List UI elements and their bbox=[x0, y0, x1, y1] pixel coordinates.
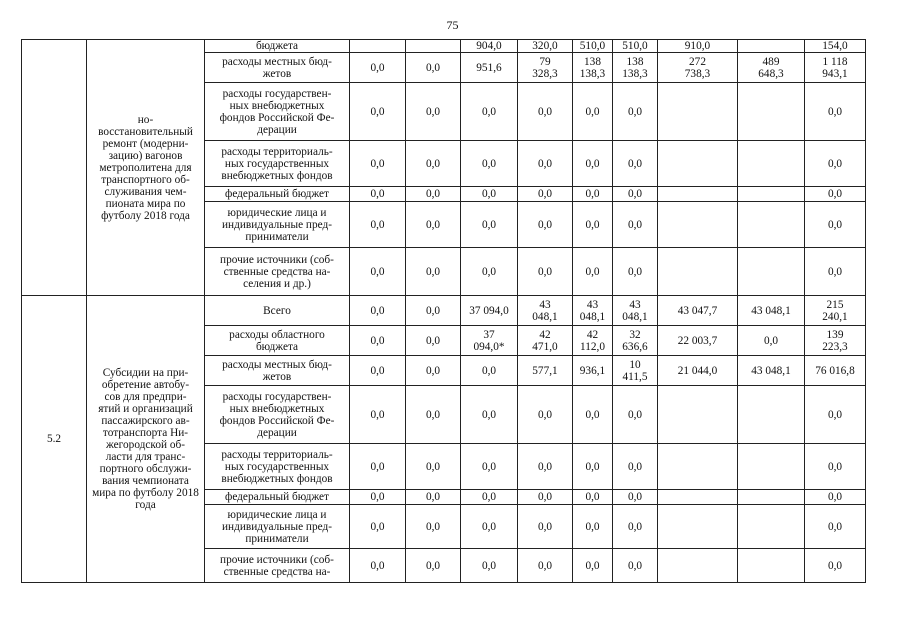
value-cell bbox=[738, 83, 805, 141]
value-cell bbox=[658, 248, 738, 296]
value-cell: 0,0 bbox=[406, 202, 461, 248]
value-cell: 0,0 bbox=[350, 490, 406, 505]
value-cell: 0,0 bbox=[350, 141, 406, 187]
value-cell bbox=[738, 490, 805, 505]
funding-source: бюджета bbox=[205, 40, 350, 53]
value-cell: 0,0 bbox=[805, 386, 866, 444]
value-cell: 0,0 bbox=[518, 141, 573, 187]
value-cell: 0,0 bbox=[350, 386, 406, 444]
value-cell: 22 003,7 bbox=[658, 326, 738, 356]
funding-source: расходы государствен- ных внебюджетных фондов Российской Фе- дерации bbox=[205, 386, 350, 444]
value-cell: 0,0 bbox=[518, 490, 573, 505]
value-cell: 0,0 bbox=[518, 386, 573, 444]
value-cell: 0,0 bbox=[350, 202, 406, 248]
value-cell bbox=[738, 40, 805, 53]
funding-source: прочие источники (соб- ственные средства на- селения и др.) bbox=[205, 248, 350, 296]
value-cell: 10 411,5 bbox=[613, 356, 658, 386]
value-cell: 510,0 bbox=[613, 40, 658, 53]
value-cell bbox=[658, 83, 738, 141]
value-cell bbox=[738, 549, 805, 583]
page-number: 75 bbox=[446, 18, 459, 32]
value-cell: 0,0 bbox=[518, 83, 573, 141]
value-cell: 0,0 bbox=[461, 444, 518, 490]
value-cell: 37 094,0 bbox=[461, 296, 518, 326]
funding-source: расходы государствен- ных внебюджетных фондов Российской Фе- дерации bbox=[205, 83, 350, 141]
value-cell: 0,0 bbox=[613, 248, 658, 296]
funding-source: расходы областного бюджета bbox=[205, 326, 350, 356]
value-cell: 0,0 bbox=[406, 326, 461, 356]
value-cell: 43 048,1 bbox=[738, 356, 805, 386]
value-cell: 0,0 bbox=[406, 356, 461, 386]
value-cell: 0,0 bbox=[350, 83, 406, 141]
value-cell: 0,0 bbox=[461, 202, 518, 248]
funding-source: расходы территориаль- ных государственных внебюджетных фондов bbox=[205, 444, 350, 490]
table-row bbox=[22, 40, 866, 53]
value-cell: 154,0 bbox=[805, 40, 866, 53]
value-cell: 0,0 bbox=[518, 187, 573, 202]
value-cell: 0,0 bbox=[350, 296, 406, 326]
value-cell: 215 240,1 bbox=[805, 296, 866, 326]
value-cell: 0,0 bbox=[573, 386, 613, 444]
value-cell: 0,0 bbox=[406, 505, 461, 549]
value-cell: 0,0 bbox=[461, 356, 518, 386]
value-cell bbox=[658, 386, 738, 444]
value-cell: 42 471,0 bbox=[518, 326, 573, 356]
value-cell: 0,0 bbox=[613, 444, 658, 490]
value-cell: 904,0 bbox=[461, 40, 518, 53]
value-cell: 1 118 943,1 bbox=[805, 53, 866, 83]
value-cell: 0,0 bbox=[461, 83, 518, 141]
value-cell: 138 138,3 bbox=[573, 53, 613, 83]
value-cell: 0,0 bbox=[805, 444, 866, 490]
value-cell: 37 094,0* bbox=[461, 326, 518, 356]
value-cell bbox=[658, 187, 738, 202]
value-cell: 43 048,1 bbox=[518, 296, 573, 326]
value-cell bbox=[738, 248, 805, 296]
value-cell: 0,0 bbox=[805, 505, 866, 549]
value-cell: 21 044,0 bbox=[658, 356, 738, 386]
value-cell: 0,0 bbox=[461, 549, 518, 583]
funding-source: федеральный бюджет bbox=[205, 187, 350, 202]
value-cell: 0,0 bbox=[613, 490, 658, 505]
value-cell: 138 138,3 bbox=[613, 53, 658, 83]
value-cell: 0,0 bbox=[613, 187, 658, 202]
value-cell: 0,0 bbox=[613, 202, 658, 248]
value-cell: 0,0 bbox=[518, 202, 573, 248]
value-cell: 139 223,3 bbox=[805, 326, 866, 356]
value-cell: 0,0 bbox=[805, 141, 866, 187]
value-cell: 0,0 bbox=[406, 444, 461, 490]
value-cell: 936,1 bbox=[573, 356, 613, 386]
value-cell: 0,0 bbox=[613, 386, 658, 444]
value-cell: 0,0 bbox=[406, 549, 461, 583]
value-cell: 43 048,1 bbox=[738, 296, 805, 326]
value-cell: 0,0 bbox=[350, 549, 406, 583]
value-cell bbox=[738, 141, 805, 187]
value-cell: 43 048,1 bbox=[573, 296, 613, 326]
value-cell: 0,0 bbox=[573, 444, 613, 490]
value-cell: 0,0 bbox=[461, 386, 518, 444]
value-cell: 0,0 bbox=[350, 444, 406, 490]
value-cell: 32 636,6 bbox=[613, 326, 658, 356]
value-cell: 0,0 bbox=[613, 141, 658, 187]
value-cell bbox=[738, 505, 805, 549]
value-cell: 0,0 bbox=[350, 248, 406, 296]
value-cell: 0,0 bbox=[613, 549, 658, 583]
funding-source: Всего bbox=[205, 296, 350, 326]
value-cell: 0,0 bbox=[350, 53, 406, 83]
value-cell: 272 738,3 bbox=[658, 53, 738, 83]
funding-source: расходы местных бюд- жетов bbox=[205, 53, 350, 83]
value-cell: 951,6 bbox=[461, 53, 518, 83]
value-cell bbox=[738, 444, 805, 490]
funding-source: расходы местных бюд- жетов bbox=[205, 356, 350, 386]
value-cell: 0,0 bbox=[573, 83, 613, 141]
value-cell: 0,0 bbox=[805, 83, 866, 141]
value-cell bbox=[658, 505, 738, 549]
value-cell: 320,0 bbox=[518, 40, 573, 53]
value-cell: 0,0 bbox=[518, 444, 573, 490]
value-cell: 510,0 bbox=[573, 40, 613, 53]
value-cell: 0,0 bbox=[461, 490, 518, 505]
funding-source: юридические лица и индивидуальные пред- приниматели bbox=[205, 202, 350, 248]
value-cell: 0,0 bbox=[613, 83, 658, 141]
value-cell bbox=[738, 386, 805, 444]
value-cell: 0,0 bbox=[406, 296, 461, 326]
value-cell bbox=[658, 444, 738, 490]
value-cell: 0,0 bbox=[350, 356, 406, 386]
value-cell: 0,0 bbox=[461, 141, 518, 187]
value-cell: 0,0 bbox=[406, 53, 461, 83]
funding-source: прочие источники (соб- ственные средства на- bbox=[205, 549, 350, 583]
funding-source: расходы территориаль- ных государственных внебюджетных фондов bbox=[205, 141, 350, 187]
value-cell bbox=[658, 549, 738, 583]
value-cell: 76 016,8 bbox=[805, 356, 866, 386]
value-cell: 0,0 bbox=[573, 248, 613, 296]
value-cell: 489 648,3 bbox=[738, 53, 805, 83]
value-cell: 0,0 bbox=[613, 505, 658, 549]
table-row bbox=[22, 296, 866, 326]
value-cell: 0,0 bbox=[406, 187, 461, 202]
value-cell: 0,0 bbox=[805, 549, 866, 583]
value-cell: 0,0 bbox=[805, 490, 866, 505]
value-cell: 43 047,7 bbox=[658, 296, 738, 326]
value-cell bbox=[350, 40, 406, 53]
section-description: Субсидии на при- обретение автобу- сов для предпри- ятий и организаций пассажирского ав- тотранспорта Ни- жегородской об- ласти для транс- портного обслужи- вания чемпионата мира по футболу 2018 года bbox=[87, 296, 205, 583]
value-cell: 42 112,0 bbox=[573, 326, 613, 356]
value-cell: 0,0 bbox=[350, 187, 406, 202]
value-cell: 0,0 bbox=[805, 248, 866, 296]
value-cell: 0,0 bbox=[350, 505, 406, 549]
value-cell bbox=[738, 202, 805, 248]
funding-source: федеральный бюджет bbox=[205, 490, 350, 505]
value-cell: 0,0 bbox=[518, 248, 573, 296]
value-cell: 0,0 bbox=[518, 505, 573, 549]
value-cell: 0,0 bbox=[406, 386, 461, 444]
value-cell: 0,0 bbox=[573, 490, 613, 505]
value-cell: 0,0 bbox=[406, 248, 461, 296]
value-cell: 0,0 bbox=[406, 141, 461, 187]
value-cell: 0,0 bbox=[406, 83, 461, 141]
value-cell: 43 048,1 bbox=[613, 296, 658, 326]
value-cell: 79 328,3 bbox=[518, 53, 573, 83]
budget-table bbox=[21, 39, 866, 583]
value-cell: 0,0 bbox=[573, 187, 613, 202]
value-cell: 0,0 bbox=[461, 248, 518, 296]
value-cell: 910,0 bbox=[658, 40, 738, 53]
value-cell: 0,0 bbox=[461, 505, 518, 549]
value-cell bbox=[738, 187, 805, 202]
value-cell bbox=[658, 202, 738, 248]
value-cell: 0,0 bbox=[573, 549, 613, 583]
value-cell: 0,0 bbox=[518, 549, 573, 583]
value-cell bbox=[406, 40, 461, 53]
value-cell: 0,0 bbox=[350, 326, 406, 356]
section-index: 5.2 bbox=[22, 296, 87, 583]
value-cell bbox=[658, 490, 738, 505]
value-cell: 0,0 bbox=[573, 141, 613, 187]
value-cell bbox=[658, 141, 738, 187]
value-cell: 577,1 bbox=[518, 356, 573, 386]
value-cell: 0,0 bbox=[738, 326, 805, 356]
section-description: но- восстановительный ремонт (модерни- зацию) вагонов метрополитена для транспортного об- служивания чем- пионата мира по футболу 2018 года bbox=[87, 40, 205, 296]
section-index bbox=[22, 40, 87, 296]
value-cell: 0,0 bbox=[461, 187, 518, 202]
value-cell: 0,0 bbox=[573, 202, 613, 248]
funding-source: юридические лица и индивидуальные пред- приниматели bbox=[205, 505, 350, 549]
value-cell: 0,0 bbox=[805, 187, 866, 202]
value-cell: 0,0 bbox=[805, 202, 866, 248]
value-cell: 0,0 bbox=[406, 490, 461, 505]
value-cell: 0,0 bbox=[573, 505, 613, 549]
